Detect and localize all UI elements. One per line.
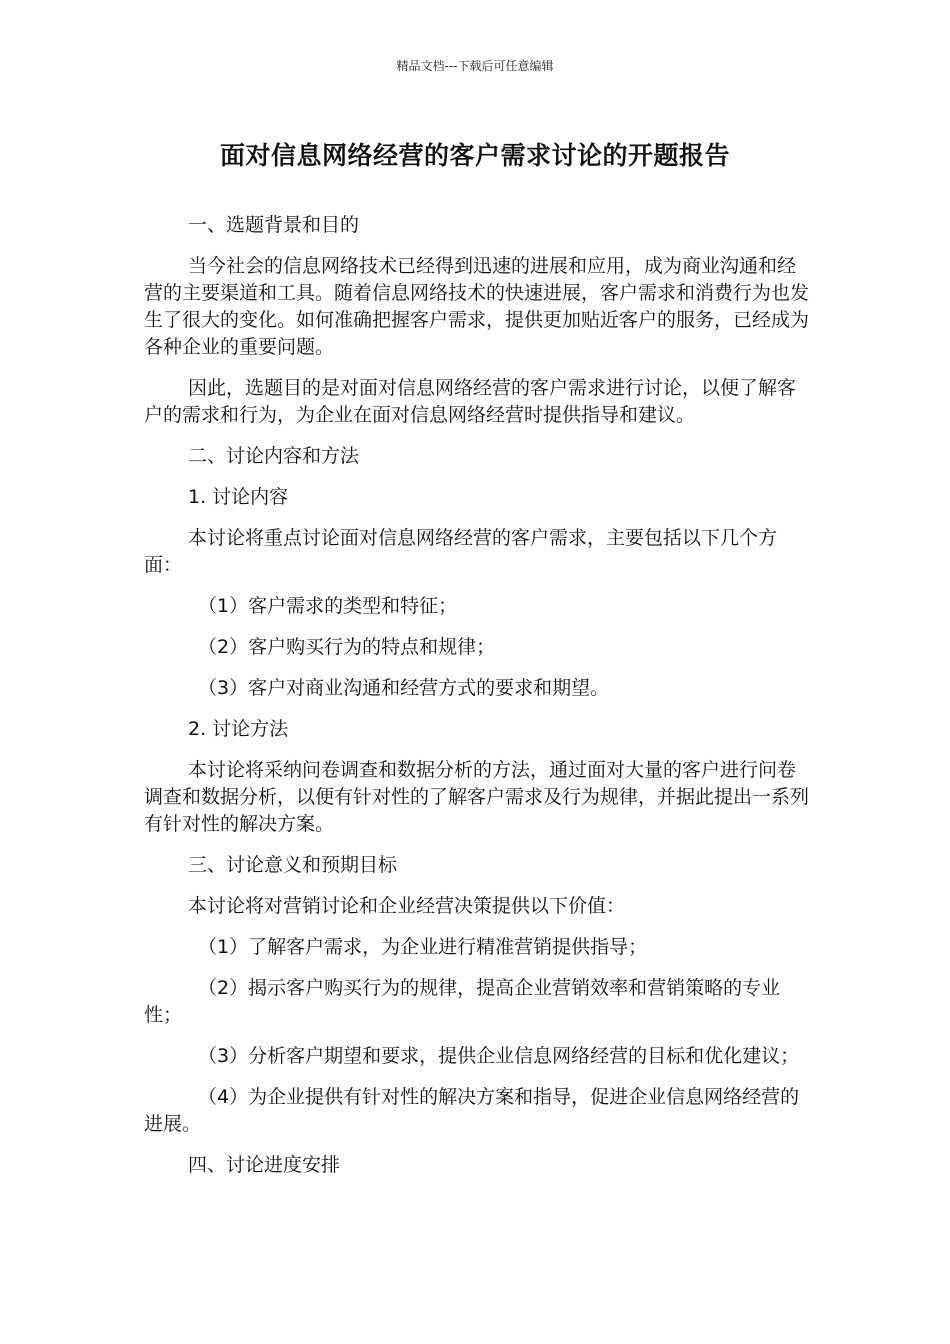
list-item: （4）为企业提供有针对性的解决方案和指导，促进企业信息网络经营的进展。 [144,1086,800,1135]
paragraph-significance: 本讨论将对营销讨论和企业经营决策提供以下价值： [188,895,626,917]
paragraph-method: 本讨论将采纳问卷调查和数据分析的方法，通过面对大量的客户进行问卷调查和数据分析，以便有针对性的了解客户需求及行为规律，并据此提出一系列有针对性的解决方案。 [144,759,810,835]
list-item: （3）客户对商业沟通和经营方式的要求和期望。 [198,677,610,699]
list-item: （1）客户需求的类型和特征； [198,595,458,617]
section-heading-background: 一、选题背景和目的 [188,214,360,236]
paragraph-purpose: 因此，选题目的是对面对信息网络经营的客户需求进行讨论，以便了解客户的需求和行为，为企业在面对信息网络经营时提供指导和建议。 [144,377,797,426]
document-body [144,212,809,1193]
list-item: （2）揭示客户购买行为的规律，提高企业营销效率和营销策略的专业性； [144,977,781,1026]
paragraph-background: 当今社会的信息网络技术已经得到迅速的进展和应用，成为商业沟通和经营的主要渠道和工具。随着信息网络技术的快速进展，客户需求和消费行为也发生了很大的变化。如何准确把握客户需求，提供更加贴近客户的服务，已经成为各种企业的重要问题。 [144,255,810,358]
list-item: （3）分析客户期望和要求，提供企业信息网络经营的目标和优化建议； [198,1045,800,1067]
section-heading-content-method: 二、讨论内容和方法 [188,445,360,467]
section-heading-schedule: 四、讨论进度安排 [188,1154,341,1176]
page-header: 精品文档---下载后可任意编辑 [396,59,554,73]
subheading-content: 1. 讨论内容 [188,486,289,508]
paragraph-content: 本讨论将重点讨论面对信息网络经营的客户需求，主要包括以下几个方面： [144,527,778,576]
document-title: 面对信息网络经营的客户需求讨论的开题报告 [219,141,730,170]
list-item: （1）了解客户需求，为企业进行精准营销提供指导； [198,936,648,958]
section-heading-significance: 三、讨论意义和预期目标 [188,854,398,876]
list-item: （2）客户购买行为的特点和规律； [198,636,496,658]
subheading-method: 2. 讨论方法 [188,718,289,740]
